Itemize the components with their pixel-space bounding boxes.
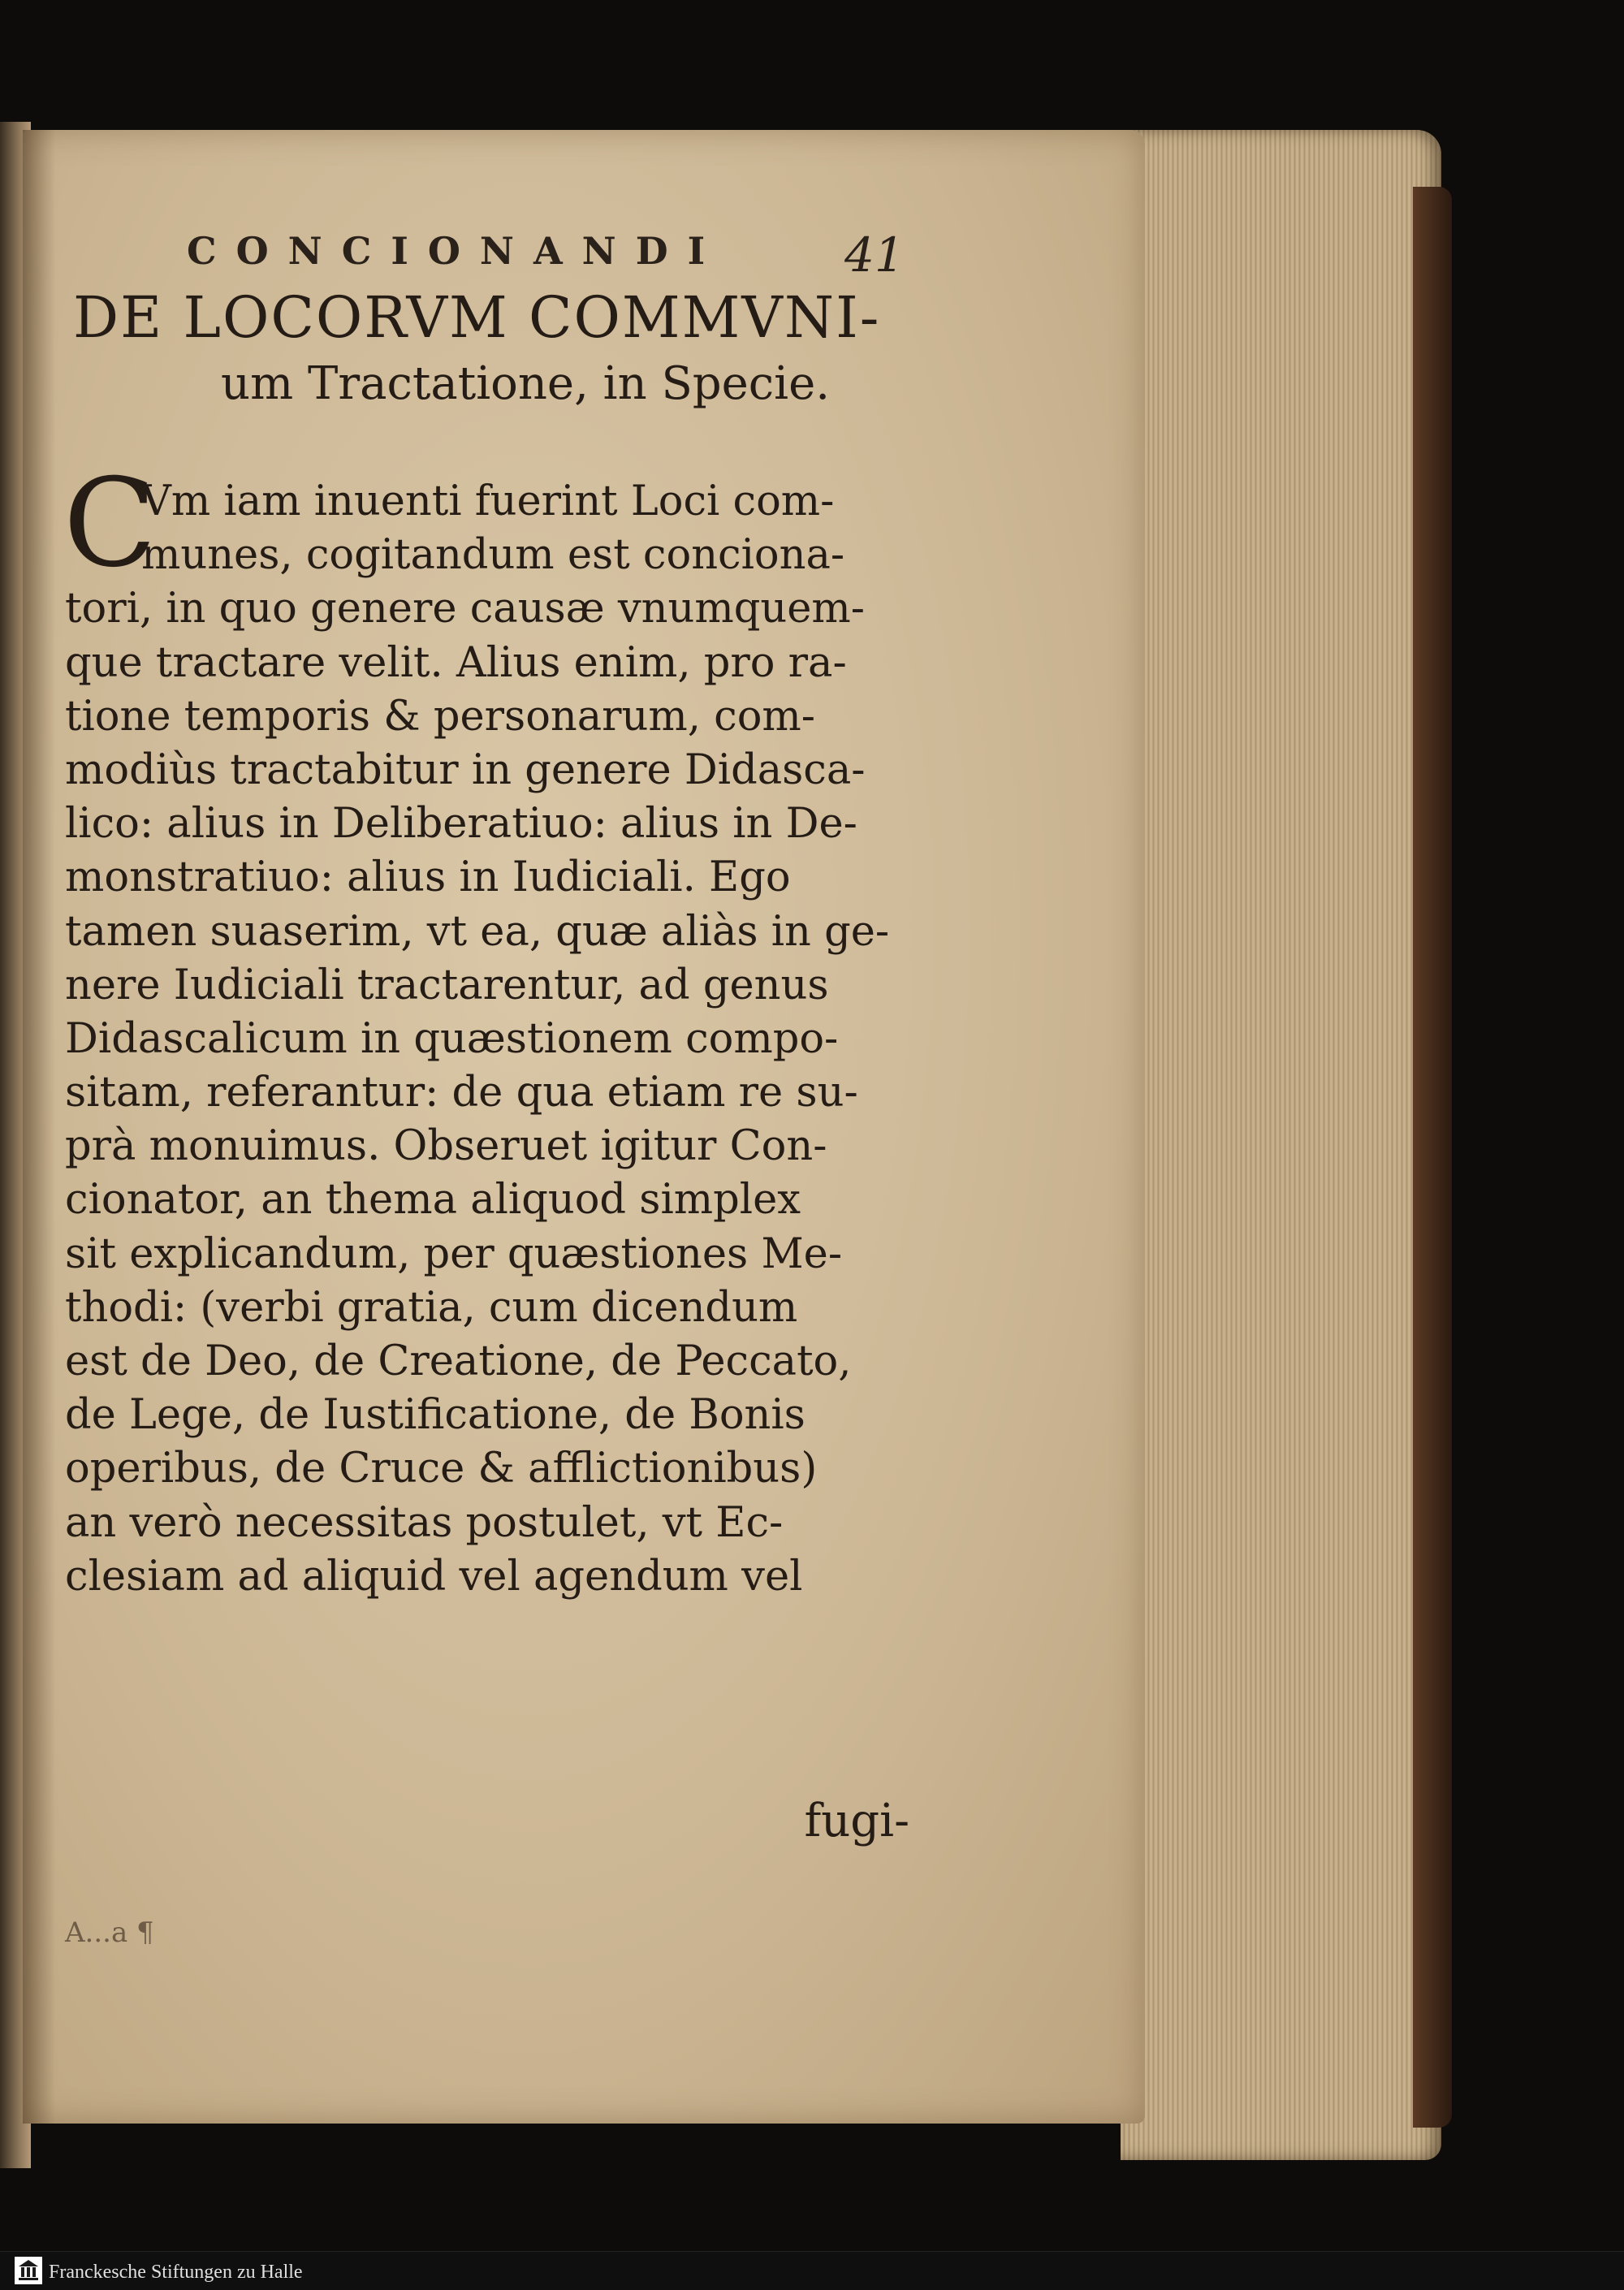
text-line: sit explicandum, per quæstiones Me- — [65, 1229, 843, 1278]
text-line: cionator, an thema aliquod simplex — [65, 1176, 801, 1225]
drop-capital: C — [63, 453, 157, 594]
footer-bar — [0, 2251, 1624, 2290]
text-line: est de Deo, de Creatione, de Peccato, — [65, 1337, 852, 1385]
text-line: thodi: (verbi gratia, cum dicendum — [65, 1283, 798, 1332]
text-line: modiùs tractabitur in genere Didasca- — [65, 745, 866, 794]
text-line: nere Iudiciali tractarentur, ad genus — [65, 961, 829, 1009]
text-line: prà monuimus. Obseruet igitur Con- — [65, 1122, 827, 1171]
footer-institution-name: Franckesche Stiftungen zu Halle — [49, 2262, 303, 2283]
institution-logo-icon — [15, 2257, 42, 2284]
text-line: tione temporis & personarum, com- — [65, 692, 816, 741]
text-line: Vm iam inuenti fuerint Loci com- — [141, 477, 835, 525]
text-line: monstratiuo: alius in Iudiciali. Ego — [65, 853, 791, 902]
text-line: munes, cogitandum est conciona- — [141, 531, 845, 580]
body-text — [65, 475, 918, 1856]
page-block-edges — [1121, 130, 1441, 2160]
marginal-mark: A...a ¶ — [65, 1916, 154, 1949]
text-line: tamen suaserim, vt ea, quæ aliàs in ge- — [65, 907, 890, 956]
text-line: an verò necessitas postulet, vt Ec- — [65, 1498, 784, 1547]
text-line: Didascalicum in quæstionem compo- — [65, 1014, 839, 1063]
text-line: clesiam ad aliquid vel agendum vel — [65, 1552, 803, 1601]
text-line: operibus, de Cruce & afflictionibus) — [65, 1445, 818, 1493]
catchword: fugi- — [804, 1795, 909, 1847]
section-subheading: um Tractatione, in Specie. — [221, 357, 831, 410]
text-line: de Lege, de Iustificatione, de Bonis — [65, 1391, 806, 1440]
text-line: sitam, referantur: de qua etiam re su- — [65, 1069, 858, 1117]
text-line: lico: alius in Deliberatiuo: alius in De- — [65, 800, 857, 849]
book-cover-edge — [1413, 187, 1452, 2128]
text-line: tori, in quo genere causæ vnumquem- — [65, 585, 865, 633]
text-line: que tractare velit. Alius enim, pro ra- — [65, 638, 847, 687]
page-number: 41 — [844, 227, 905, 283]
section-heading: DE LOCORVM COMMVNI- — [73, 284, 881, 351]
running-head: CONCIONANDI — [187, 229, 725, 273]
gutter-shadow — [23, 130, 55, 2124]
